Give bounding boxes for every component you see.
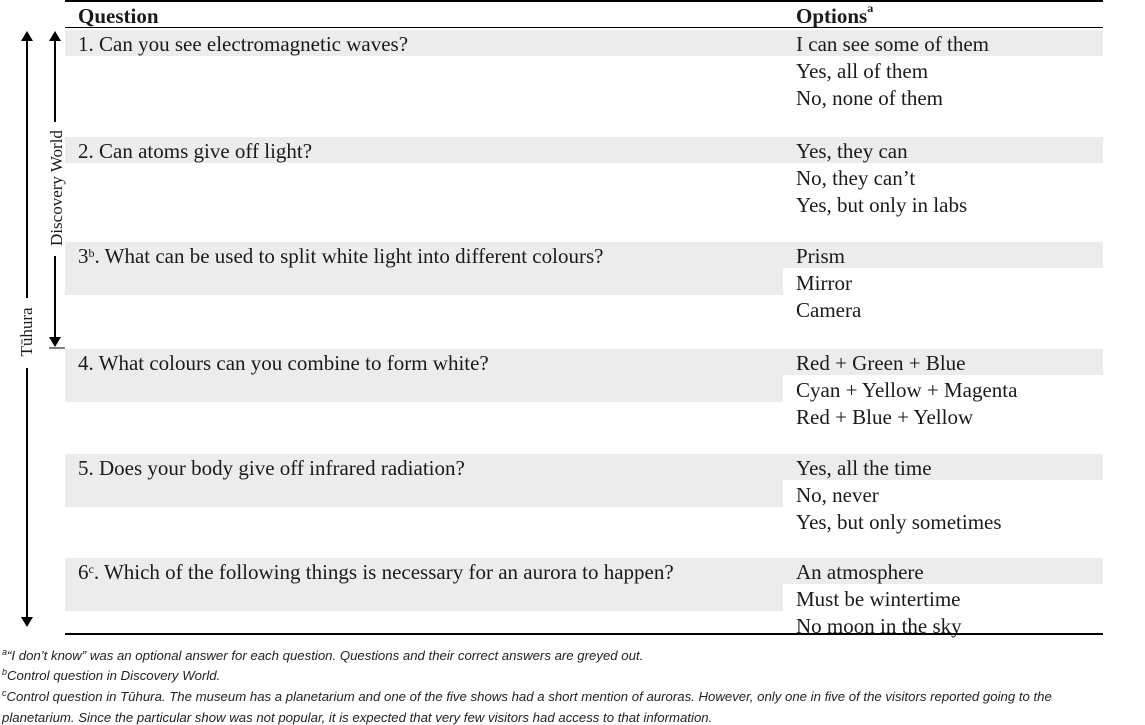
answer-option: Must be wintertime: [796, 587, 961, 611]
question-header-label: Question: [78, 4, 159, 28]
answer-option: No, never: [796, 483, 879, 507]
top-rule: [65, 0, 1103, 2]
answer-option: Camera: [796, 298, 862, 322]
question-label: . What colours can you combine to form white?: [88, 351, 489, 375]
question-column-header: [78, 4, 159, 29]
question-text: [78, 350, 489, 376]
correct-option: An atmosphere: [796, 560, 924, 584]
answer-option: No, they can’t: [796, 166, 916, 190]
footnote-mark: c: [2, 688, 7, 698]
options-header-label: Options: [796, 4, 868, 28]
question-highlight-extension: [65, 480, 783, 507]
answer-option: Cyan + Yellow + Magenta: [796, 378, 1018, 402]
footnote: [2, 689, 1052, 704]
correct-option: I can see some of them: [796, 32, 990, 56]
options-header-footnote-mark: a: [867, 1, 874, 15]
footnote-text: “I don’t know” was an optional answer for each question. Questions and their correct answers are greyed out.: [7, 648, 644, 663]
question-label: . What can be used to split white light into different colours?: [94, 244, 604, 268]
footnote-mark: b: [2, 667, 8, 677]
correct-option: Yes, they can: [796, 139, 908, 163]
correct-option: Prism: [796, 244, 846, 268]
question-number: 4: [78, 351, 89, 375]
footnote-mark: a: [2, 647, 8, 657]
question-footnote-mark: b: [88, 246, 95, 260]
question-text: [78, 31, 408, 57]
question-highlight-extension: [65, 375, 783, 402]
question-highlight-extension: [65, 584, 783, 611]
question-footnote-mark: c: [88, 562, 94, 576]
question-number: 1: [78, 32, 89, 56]
footnote-text: Control question in Tūhura. The museum has a planetarium and one of the five shows had a short mention of auroras. However, only one in five of the visitors reported going to the: [6, 689, 1052, 704]
question-text: [78, 559, 674, 585]
question-number: 3: [78, 244, 89, 268]
answer-option: Mirror: [796, 271, 852, 295]
question-label: . Which of the following things is necessary for an aurora to happen?: [93, 560, 674, 584]
question-highlight-extension: [65, 268, 783, 295]
footnote: [2, 668, 220, 683]
question-label: . Can atoms give off light?: [88, 139, 313, 163]
question-number: 6: [78, 560, 89, 584]
answer-option: Yes, all of them: [796, 59, 929, 83]
question-label: . Can you see electromagnetic waves?: [88, 32, 409, 56]
answer-option: Yes, but only sometimes: [796, 510, 1002, 534]
question-number: 5: [78, 456, 89, 480]
tuhura-label: Tūhura: [17, 307, 36, 357]
answer-option: No moon in the sky: [796, 614, 962, 638]
discovery-world-label: Discovery World: [47, 130, 66, 246]
footnote-text: planetarium. Since the particular show was not popular, it is expected that very few visitors had access to that information.: [2, 710, 713, 725]
correct-option: Red + Green + Blue: [796, 351, 966, 375]
question-label: . Does your body give off infrared radiation?: [88, 456, 465, 480]
options-column-header: [796, 1, 874, 29]
correct-option: Yes, all the time: [796, 456, 932, 480]
footnote: [2, 710, 712, 725]
footnote-text: Control question in Discovery World.: [7, 668, 221, 683]
question-text: [78, 243, 603, 269]
question-text: [78, 138, 312, 164]
answer-option: No, none of them: [796, 86, 943, 110]
question-text: [78, 455, 465, 481]
footnote: [2, 648, 643, 663]
range-arrows: [0, 0, 75, 640]
header-rule: [65, 27, 1103, 28]
answer-option: Yes, but only in labs: [796, 193, 968, 217]
question-number: 2: [78, 139, 89, 163]
answer-option: Red + Blue + Yellow: [796, 405, 974, 429]
